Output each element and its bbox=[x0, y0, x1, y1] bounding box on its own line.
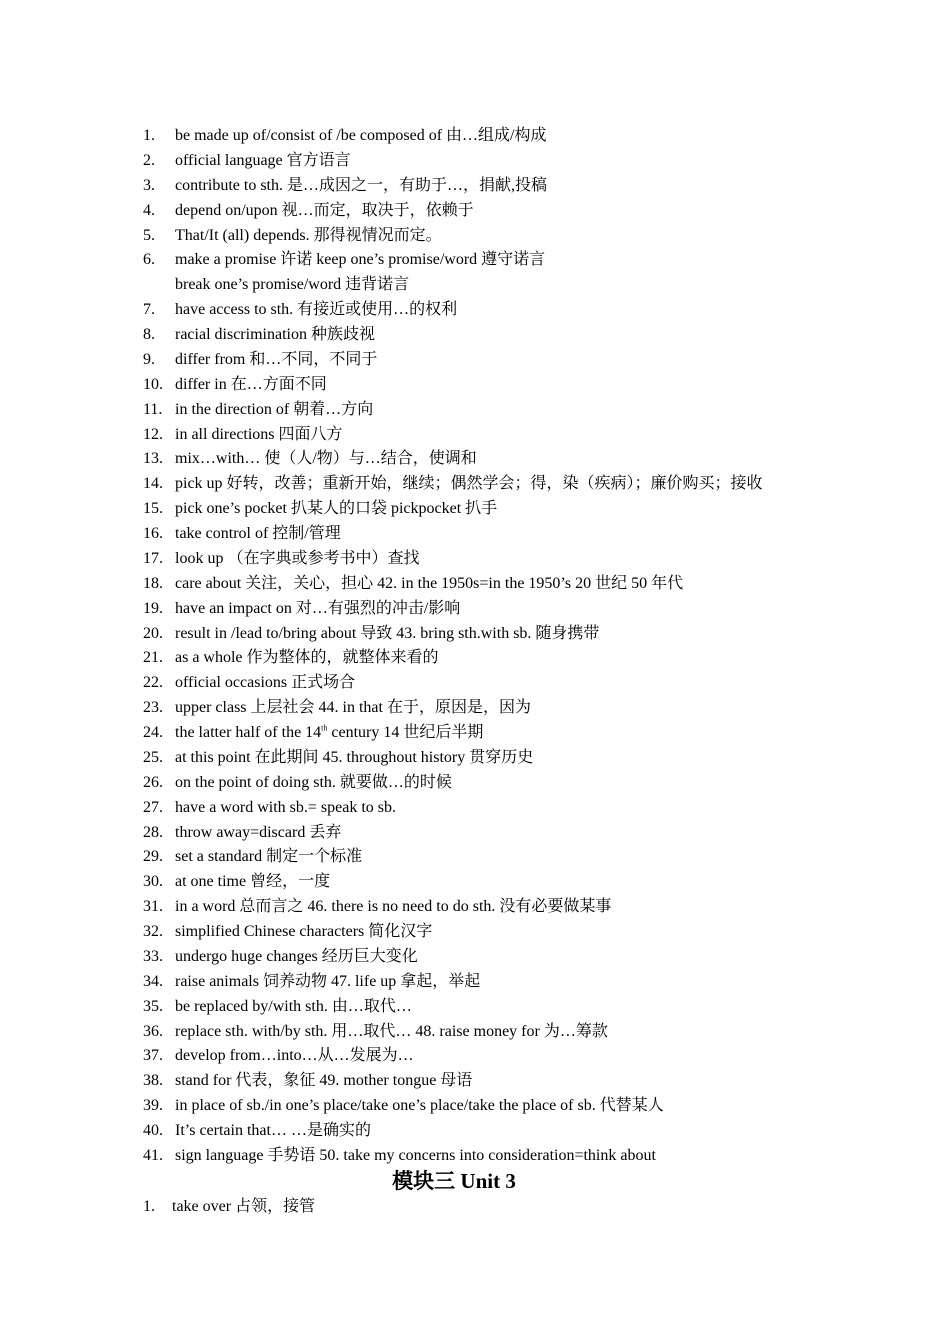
item-number: 13. bbox=[143, 450, 163, 468]
item-number: 40. bbox=[143, 1122, 163, 1139]
item-text: in the direction of 朝着…方向 bbox=[175, 400, 374, 418]
item-number: 34. bbox=[143, 972, 163, 990]
item-text-part: the latter half of the 14 bbox=[175, 724, 322, 741]
item-number: 33. bbox=[143, 947, 163, 965]
item-text: official occasions 正式场合 bbox=[175, 674, 356, 692]
item-text: in a word 总而言之 46. there is no need to do sth. 没有必要做某事 bbox=[175, 898, 612, 916]
item-text: racial discrimination 种族歧视 bbox=[175, 326, 375, 343]
item-text: sign language 手势语 50. take my concerns into consideration=think about bbox=[175, 1146, 656, 1164]
item-number: 22. bbox=[143, 674, 163, 692]
item-text: on the point of doing sth. 就要做…的时候 bbox=[175, 773, 452, 791]
item-number: 23. bbox=[143, 699, 163, 717]
item-text: stand for 代表，象征 49. mother tongue 母语 bbox=[175, 1072, 473, 1090]
item-text: take over 占领，接管 bbox=[172, 1198, 316, 1215]
item-text: in all directions 四面八方 bbox=[175, 425, 343, 443]
item-number: 8. bbox=[143, 326, 155, 343]
item-text: develop from…into…从…发展为… bbox=[175, 1047, 414, 1065]
item-number: 35. bbox=[143, 997, 163, 1015]
item-text: as a whole 作为整体的，就整体来看的 bbox=[175, 649, 439, 667]
item-number: 29. bbox=[143, 848, 163, 866]
item-number: 10. bbox=[143, 375, 163, 393]
item-number: 30. bbox=[143, 873, 163, 891]
item-text: at this point 在此期间 45. throughout history 贯穿历史 bbox=[175, 748, 534, 766]
item-number: 18. bbox=[143, 574, 163, 592]
item-number: 11. bbox=[143, 400, 163, 418]
item-text: have a word with sb.= speak to sb. bbox=[175, 798, 396, 816]
item-text: be replaced by/with sth. 由…取代… bbox=[175, 997, 412, 1015]
item-text: pick up 好转，改善；重新开始，继续；偶然学会；得，染（疾病）；廉价购买；接收 bbox=[175, 475, 763, 493]
item-number: 9. bbox=[143, 350, 155, 368]
item-number: 12. bbox=[143, 425, 163, 443]
item-number: 41. bbox=[143, 1146, 163, 1164]
item-number: 20. bbox=[143, 624, 163, 642]
item-number: 24. bbox=[143, 724, 163, 741]
item-number: 37. bbox=[143, 1047, 163, 1065]
item-text: at one time 曾经，一度 bbox=[175, 873, 331, 891]
item-number: 25. bbox=[143, 748, 163, 766]
item-number: 4. bbox=[143, 201, 155, 219]
item-text: contribute to sth. 是…成因之一，有助于…，捐献,投稿 bbox=[175, 176, 547, 194]
item-number: 26. bbox=[143, 773, 163, 791]
item-text: differ in 在…方面不同 bbox=[175, 375, 327, 393]
item-text: raise animals 饲养动物 47. life up 拿起，举起 bbox=[175, 972, 481, 990]
item-number: 3. bbox=[143, 176, 155, 194]
item-number: 1. bbox=[143, 1198, 155, 1215]
item-text: It’s certain that… …是确实的 bbox=[175, 1122, 371, 1139]
item-text: differ from 和…不同，不同于 bbox=[175, 350, 378, 368]
item-text: have an impact on 对…有强烈的冲击/影响 bbox=[175, 599, 461, 617]
item-text: look up （在字典或参考书中）查找 bbox=[175, 549, 420, 567]
item-text: take control of 控制/管理 bbox=[175, 525, 341, 542]
item-number: 14. bbox=[143, 475, 163, 493]
item-text: set a standard 制定一个标准 bbox=[175, 848, 363, 866]
item-number: 17. bbox=[143, 549, 163, 567]
item-text bbox=[175, 721, 483, 746]
item-text: care about 关注，关心，担心 42. in the 1950s=in the 1950’s 20 世纪 50 年代 bbox=[175, 574, 684, 592]
item-number: 19. bbox=[143, 599, 163, 617]
section-heading: 模块三 Unit 3 bbox=[392, 1169, 516, 1193]
item-number: 28. bbox=[143, 823, 163, 841]
item-number: 16. bbox=[143, 525, 163, 542]
item-text: official language 官方语言 bbox=[175, 151, 351, 169]
item-text: mix…with… 使（人/物）与…结合，使调和 bbox=[175, 450, 477, 468]
item-text: in place of sb./in one’s place/take one’s place/take the place of sb. 代替某人 bbox=[175, 1097, 664, 1115]
item-number: 7. bbox=[143, 301, 155, 319]
item-number: 6. bbox=[143, 251, 155, 269]
item-text: result in /lead to/bring about 导致 43. bring sth.with sb. 随身携带 bbox=[175, 624, 600, 642]
item-text: simplified Chinese characters 简化汉字 bbox=[175, 923, 433, 940]
item-number: 2. bbox=[143, 151, 155, 169]
item-number: 39. bbox=[143, 1097, 163, 1115]
item-text: break one’s promise/word 违背诺言 bbox=[175, 276, 410, 294]
item-text: be made up of/consist of /be composed of 由…组成/构成 bbox=[175, 127, 547, 144]
item-text-part: century 14 世纪后半期 bbox=[327, 724, 484, 741]
item-number: 1. bbox=[143, 127, 155, 144]
item-text: upper class 上层社会 44. in that 在于，原因是，因为 bbox=[175, 699, 531, 717]
item-text: make a promise 许诺 keep one’s promise/word 遵守诺言 bbox=[175, 251, 546, 269]
item-number: 38. bbox=[143, 1072, 163, 1090]
item-number: 15. bbox=[143, 500, 163, 518]
item-number: 5. bbox=[143, 226, 155, 244]
item-text: pick one’s pocket 扒某人的口袋 pickpocket 扒手 bbox=[175, 500, 498, 518]
item-text: That/It (all) depends. 那得视情况而定。 bbox=[175, 226, 442, 244]
item-text: undergo huge changes 经历巨大变化 bbox=[175, 947, 418, 965]
superscript: th bbox=[321, 723, 328, 733]
item-text: throw away=discard 丢弃 bbox=[175, 823, 342, 841]
item-text: have access to sth. 有接近或使用…的权利 bbox=[175, 301, 458, 319]
item-text: depend on/upon 视…而定，取决于，依赖于 bbox=[175, 201, 474, 219]
item-text: replace sth. with/by sth. 用…取代… 48. raise money for 为…筹款 bbox=[175, 1022, 608, 1040]
item-number: 36. bbox=[143, 1022, 163, 1040]
item-number: 31. bbox=[143, 898, 163, 916]
item-number: 32. bbox=[143, 923, 163, 940]
item-number: 21. bbox=[143, 649, 163, 667]
item-number: 27. bbox=[143, 798, 163, 816]
